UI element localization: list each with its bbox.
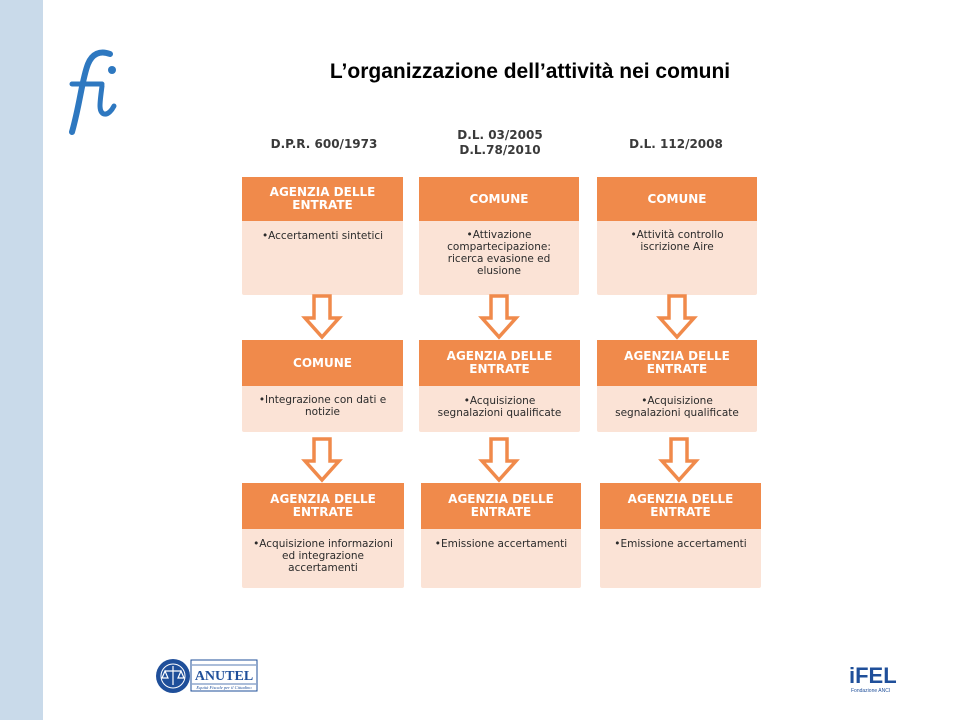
process-box	[597, 177, 757, 295]
box-body-line: ed integrazione	[282, 550, 364, 562]
box-header-line: ENTRATE	[470, 505, 532, 519]
box-header	[242, 177, 403, 221]
box-header-line: AGENZIA DELLE	[269, 185, 376, 199]
box-body	[419, 224, 579, 295]
column-header-line: D.P.R. 600/1973	[270, 137, 378, 151]
down-arrow-icon	[657, 294, 697, 340]
process-box	[421, 483, 581, 588]
box-header	[419, 340, 580, 386]
box-header-line: ENTRATE	[292, 505, 354, 519]
down-arrow-icon	[659, 437, 699, 483]
column-header-1	[242, 137, 406, 152]
anutel-logo	[155, 657, 260, 695]
box-body-line: •Acquisizione	[463, 395, 536, 407]
box-body-line: •Acquisizione	[641, 395, 713, 407]
box-header	[600, 483, 761, 529]
box-header-line: ENTRATE	[646, 362, 708, 376]
down-arrow-icon	[479, 437, 519, 483]
column-header-2	[420, 128, 580, 158]
box-header-line: COMUNE	[469, 191, 529, 206]
box-header-line: ENTRATE	[650, 505, 711, 519]
box-body	[419, 390, 580, 432]
box-header	[597, 340, 757, 386]
box-body-line: notizie	[304, 406, 340, 418]
box-body-line: •Attivazione	[466, 229, 532, 241]
process-box	[600, 483, 761, 588]
anutel-logo-text: ANUTEL	[194, 669, 254, 684]
box-body	[597, 390, 757, 432]
box-body	[242, 389, 403, 432]
column-header-line: D.L.78/2010	[459, 143, 541, 157]
anutel-logo-tagline: Equità Fiscale per il Cittadino	[196, 685, 252, 690]
box-body-line: segnalazioni qualificate	[615, 407, 739, 419]
process-box	[242, 177, 403, 295]
fi-logo-icon	[58, 44, 128, 134]
process-box	[242, 483, 404, 588]
box-header-line: ENTRATE	[469, 362, 530, 376]
box-body-line: iscrizione Aire	[640, 241, 714, 253]
box-body-line: ricerca evasione ed	[447, 253, 551, 265]
box-body-line: •Integrazione con dati e	[258, 394, 387, 406]
box-body-line: •Emissione accertamenti	[434, 538, 568, 550]
ifel-logo	[849, 656, 897, 696]
box-body	[242, 225, 403, 295]
column-header-line: D.L. 03/2005	[457, 128, 543, 142]
box-header-line: AGENZIA DELLE	[448, 492, 554, 506]
box-header-line: COMUNE	[293, 355, 352, 370]
process-box	[419, 340, 580, 432]
box-header	[242, 340, 403, 386]
process-box	[419, 177, 579, 295]
box-body-line: segnalazioni qualificate	[437, 407, 562, 419]
column-header-3	[596, 137, 756, 152]
process-box	[597, 340, 757, 432]
box-header-line: AGENZIA DELLE	[270, 492, 376, 506]
box-header-line: AGENZIA DELLE	[624, 349, 730, 363]
down-arrow-icon	[479, 294, 519, 340]
box-header-line: AGENZIA DELLE	[627, 492, 734, 506]
box-header	[421, 483, 581, 529]
left-sidebar-strip	[0, 0, 43, 720]
box-header	[242, 483, 404, 529]
down-arrow-icon	[302, 294, 342, 340]
ifel-logo-tagline: Fondazione ANCI	[851, 688, 891, 694]
down-arrow-icon	[302, 437, 342, 483]
box-body-line: compartecipazione:	[447, 241, 551, 253]
box-header	[597, 177, 757, 221]
box-body-line: •Accertamenti sintetici	[261, 230, 384, 242]
box-body	[421, 533, 581, 588]
box-header-line: COMUNE	[647, 191, 707, 206]
column-header-line: D.L. 112/2008	[629, 137, 723, 151]
box-header	[419, 177, 579, 221]
ifel-logo-text: iFEL	[849, 663, 897, 688]
box-header-line: ENTRATE	[292, 198, 353, 212]
box-body-line: •Emissione accertamenti	[614, 538, 747, 550]
box-body	[600, 533, 761, 588]
page-title: L’organizzazione dell’attività nei comuni	[329, 60, 731, 83]
box-header-line: AGENZIA DELLE	[446, 349, 553, 363]
process-box	[242, 340, 403, 432]
box-body-line: •Attività controllo	[630, 229, 724, 241]
box-body-line: •Acquisizione informazioni	[253, 538, 393, 550]
box-body	[242, 533, 404, 588]
box-body	[597, 224, 757, 295]
box-body-line: elusione	[477, 265, 521, 277]
box-body-line: accertamenti	[288, 562, 358, 574]
